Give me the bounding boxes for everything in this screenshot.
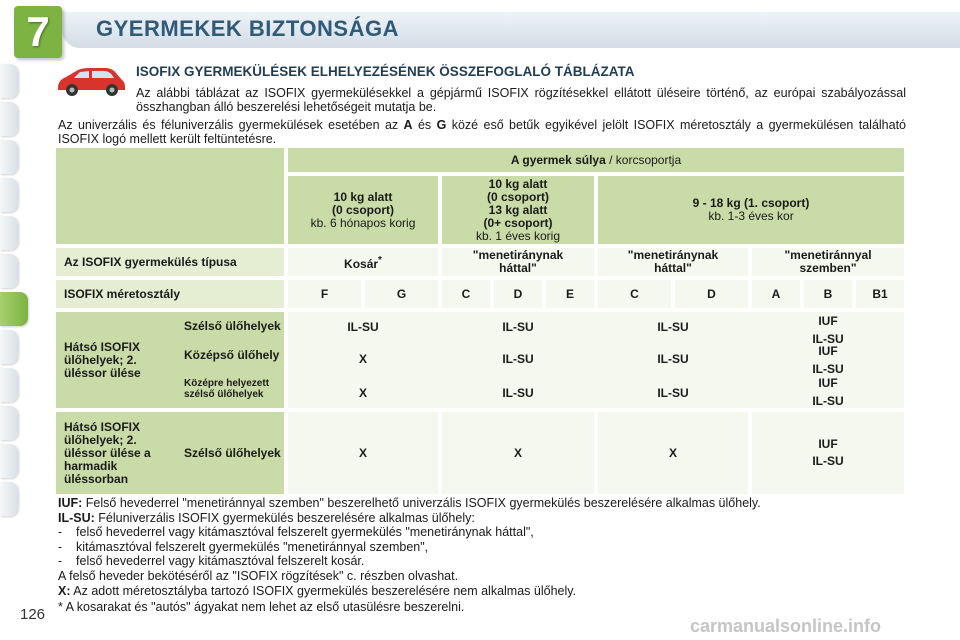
row2-cell: IL-SU xyxy=(657,386,689,400)
row2-label: Hátsó ISOFIX ülőhelyek; 2. üléssor ülése xyxy=(56,312,178,408)
type-basket-label: Kosár xyxy=(344,256,379,271)
group-1-line-5: kb. 1 éves korig xyxy=(475,228,561,243)
side-tab-4[interactable] xyxy=(0,178,18,212)
page-title: GYERMEKEK BIZTONSÁGA xyxy=(96,16,399,41)
legend-x-text: Az adott méretosztályba tartozó ISOFIX gyermekülés beszerelésére nem alkalmas ülőhely. xyxy=(70,583,577,598)
size-row-label: ISOFIX méretosztály xyxy=(56,280,284,308)
size-cell: C xyxy=(442,280,490,308)
section-title: ISOFIX GYERMEKÜLÉSEK ELHELYEZÉSÉNEK ÖSSZEFOGLALÓ TÁBLÁZATA xyxy=(136,64,635,79)
row3-cell: X xyxy=(442,412,594,494)
legend-x-key: X: xyxy=(58,583,71,598)
legend-bullet: - kitámasztóval felszerelt gyermekülés "menetiránnyal szemben", xyxy=(58,539,429,554)
group-0-line-1: 10 kg alatt xyxy=(333,189,393,204)
intro-paragraph-2 xyxy=(58,118,906,146)
weight-header xyxy=(288,148,904,172)
type-basket xyxy=(288,248,438,276)
row2-seat-centered-outer: Középre helyezett szélső ülőhelyek xyxy=(184,378,270,400)
group-header-2 xyxy=(598,176,904,244)
watermark: carmanualsonline.info xyxy=(690,616,882,636)
row2-cell: X xyxy=(358,352,367,366)
intro2-text-and: és xyxy=(412,118,437,132)
row3-cell: X xyxy=(598,412,748,494)
table-corner xyxy=(56,148,284,244)
type-rear-facing-2: "menetiránynak háttal" xyxy=(598,248,748,276)
side-tab-11[interactable] xyxy=(0,444,18,478)
side-tab-6[interactable] xyxy=(0,254,18,288)
side-tab-2[interactable] xyxy=(0,102,18,136)
chapter-tab xyxy=(14,6,62,58)
row2-seat-outer: Szélső ülőhelyek xyxy=(184,319,281,333)
row2-cell: IUF IL-SU xyxy=(812,344,844,376)
row2-cell: IL-SU xyxy=(657,352,689,366)
type-basket-star: * xyxy=(378,254,382,266)
side-tab-12[interactable] xyxy=(0,482,18,516)
side-tab-10[interactable] xyxy=(0,406,18,440)
weight-header-rest: / korcsoportja xyxy=(605,152,682,167)
chapter-number: 7 xyxy=(26,8,50,55)
group-1-line-3: 13 kg alatt xyxy=(488,202,548,217)
row2-cell: IL-SU xyxy=(502,386,534,400)
row2-cell: IL-SU xyxy=(502,320,534,334)
legend-iuf xyxy=(58,496,918,511)
size-cell: F xyxy=(288,280,361,308)
group-1-line-2: (0 csoport) xyxy=(486,189,549,204)
row2-cell: IL-SU xyxy=(347,320,379,334)
isofix-summary-table xyxy=(56,148,904,494)
side-tab-8[interactable] xyxy=(0,330,18,364)
side-tab-3[interactable] xyxy=(0,140,18,174)
size-cell: A xyxy=(752,280,800,308)
type-rear-facing-1: "menetiránynak háttal" xyxy=(442,248,594,276)
type-forward-facing: "menetiránnyal szemben" xyxy=(752,248,904,276)
group-header-1 xyxy=(442,176,594,244)
legend xyxy=(58,496,918,598)
chapter-side-tabs xyxy=(0,64,30,520)
car-icon xyxy=(52,64,128,98)
page-number: 126 xyxy=(20,606,46,623)
legend-ilsu-key: IL-SU: xyxy=(58,510,95,525)
legend-iuf-key: IUF: xyxy=(58,496,83,510)
side-tab-9[interactable] xyxy=(0,368,18,402)
legend-note: A felső heveder bekötéséről az "ISOFIX rögzítések" c. részben olvashat. xyxy=(58,568,459,583)
intro2-letter-a: A xyxy=(403,118,413,132)
intro2-text-b: közé eső betűk egyikével jelölt ISOFIX méretosztály a gyermekülésen található ISOFIX logó mellett került feltüntetésre. xyxy=(58,118,907,146)
group-2-line-1: 9 - 18 kg (1. csoport) xyxy=(692,196,810,210)
row2-cell: IL-SU xyxy=(502,352,534,366)
size-cell: G xyxy=(365,280,438,308)
intro2-letter-g: G xyxy=(436,118,447,132)
size-cell: E xyxy=(546,280,594,308)
row2-cell: IL-SU xyxy=(657,320,689,334)
row2-seats xyxy=(178,312,284,408)
row3-label: Hátsó ISOFIX ülőhelyek; 2. üléssor ülése a harmadik üléssorban xyxy=(56,412,178,494)
size-cell: D xyxy=(675,280,748,308)
type-row-label: Az ISOFIX gyermekülés típusa xyxy=(56,248,284,276)
group-2-line-2: kb. 1-3 éves kor xyxy=(708,209,794,223)
group-0-line-3: kb. 6 hónapos korig xyxy=(310,215,416,230)
group-1-line-4: (0+ csoport) xyxy=(483,215,553,230)
group-1-line-1: 10 kg alatt xyxy=(488,176,548,191)
legend-ilsu-text: Féluniverzális ISOFIX gyermekülés beszerelésére alkalmas ülőhely: xyxy=(94,510,475,525)
side-tab-5[interactable] xyxy=(0,216,18,250)
group-0-line-2: (0 csoport) xyxy=(331,202,394,217)
legend-iuf-text: Felső hevederrel "menetiránnyal szemben" beszerelhető univerzális ISOFIX gyermekülés beszerelésére alkalmas ülőhely. xyxy=(82,496,761,510)
side-tab-7-active[interactable] xyxy=(0,292,28,326)
group-header-0 xyxy=(288,176,438,244)
row2-cell: IUF IL-SU xyxy=(812,314,844,346)
row2-cell: X xyxy=(358,386,367,400)
legend-x xyxy=(58,584,918,599)
footnote: * A kosarakat és "autós" ágyakat nem lehet az első utasülésre beszerelni. xyxy=(58,600,465,614)
intro-paragraph-1: Az alábbi táblázat az ISOFIX gyermekülésekkel a gépjármű ISOFIX rögzítésekkel ellátott üléseire történő, az európai szabályozással összhangban álló beszerelési lehetőségeit mutatja be. xyxy=(136,86,906,114)
row3-cell: IUF IL-SU xyxy=(752,412,904,494)
weight-header-bold: A gyermek súlya xyxy=(510,152,606,167)
intro2-text-a: Az univerzális és féluniverzális gyermekülések esetében az xyxy=(58,118,404,132)
row3-seat: Szélső ülőhelyek xyxy=(178,412,284,494)
size-cell: D xyxy=(494,280,542,308)
legend-bullet: - felső hevederrel vagy kitámasztóval felszerelt kosár. xyxy=(58,554,365,569)
legend-ilsu xyxy=(58,511,918,526)
legend-bullet: - felső hevederrel vagy kitámasztóval felszerelt gyermekülés "menetiránynak háttal", xyxy=(58,525,534,540)
side-tab-1[interactable] xyxy=(0,64,18,98)
row3-cell: X xyxy=(288,412,438,494)
size-cell: C xyxy=(598,280,671,308)
row2-seat-middle: Középső ülőhely xyxy=(184,348,280,362)
size-cell: B xyxy=(804,280,852,308)
size-cell: B1 xyxy=(856,280,904,308)
row2-cell: IUF IL-SU xyxy=(812,376,844,408)
